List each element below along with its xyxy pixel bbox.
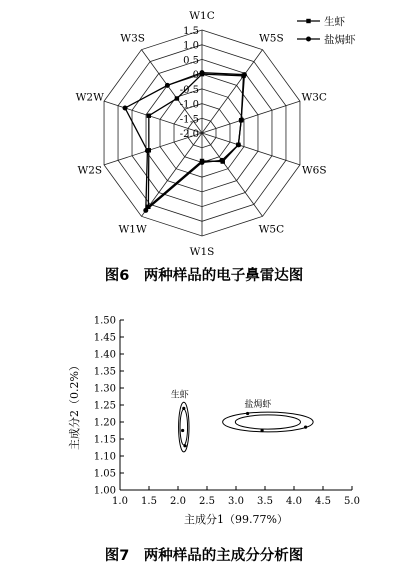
- pca-point: [182, 407, 185, 410]
- x-tick-label: 3.5: [257, 496, 273, 507]
- figure-6-caption: 图6 两种样品的电子鼻雷达图: [104, 268, 304, 284]
- pca-point: [181, 429, 184, 432]
- x-tick-label: 4.0: [286, 496, 302, 507]
- y-tick-label: 1.10: [93, 451, 116, 463]
- figure-7-caption: 图7 两种样品的主成分分析图: [104, 548, 304, 564]
- radar-chart: [0, 0, 408, 262]
- radar-tick-label: 0: [192, 70, 199, 82]
- y-tick-label: 1.30: [93, 383, 116, 395]
- radar-tick-label: -0.5: [179, 84, 199, 96]
- radar-point-circle: [200, 160, 205, 165]
- radar-axis-label: W6S: [301, 164, 327, 177]
- x-tick-label: 5.0: [344, 496, 360, 507]
- pca-point: [261, 429, 264, 432]
- y-tick-label: 1.40: [93, 349, 116, 361]
- radar-spoke: [202, 101, 300, 133]
- legend-label: 盐焗虾: [324, 34, 356, 46]
- radar-axis-label: W2W: [75, 91, 104, 104]
- x-tick-label: 3.0: [228, 496, 244, 507]
- radar-axis-label: W2S: [77, 164, 103, 177]
- radar-axis-label: W1C: [189, 10, 215, 22]
- y-tick-label: 1.05: [93, 468, 116, 480]
- confidence-ellipse-inner: [180, 409, 188, 445]
- radar-point-square: [147, 114, 151, 118]
- y-tick-label: 1.35: [93, 366, 116, 378]
- radar-point-circle: [143, 208, 148, 213]
- radar-tick-label: 0.5: [183, 55, 199, 67]
- radar-point-square: [175, 96, 179, 100]
- radar-point-circle: [123, 105, 128, 110]
- pca-point: [183, 444, 186, 447]
- confidence-ellipse-inner: [235, 415, 300, 429]
- pca-point: [304, 426, 307, 429]
- radar-point-circle: [145, 148, 150, 153]
- x-tick-label: 4.5: [315, 496, 331, 507]
- group-label: 生虾: [170, 390, 189, 401]
- y-tick-label: 1.00: [93, 485, 116, 497]
- radar-point-circle: [242, 72, 247, 77]
- radar-axis-label: W1S: [189, 246, 215, 258]
- y-tick-label: 1.50: [93, 315, 116, 327]
- x-tick-label: 1.5: [141, 496, 157, 507]
- x-tick-label: 1.0: [112, 496, 128, 507]
- y-axis-label: 主成分2（0.2%）: [68, 360, 81, 450]
- radar-tick-label: -1.0: [179, 99, 199, 111]
- x-tick-label: 2.5: [199, 496, 215, 507]
- radar-point-circle: [236, 142, 241, 147]
- radar-axis-label: W3S: [120, 32, 145, 45]
- pca-chart: [0, 290, 408, 540]
- radar-spoke: [202, 133, 300, 165]
- radar-point-circle: [200, 70, 205, 75]
- radar-axis-label: W5C: [258, 223, 285, 236]
- radar-axis-label: W5S: [259, 32, 284, 45]
- y-tick-label: 1.15: [93, 434, 116, 446]
- radar-tick-label: -1.5: [179, 114, 199, 126]
- radar-axis-label: W1W: [118, 223, 147, 236]
- legend-marker-square: [306, 19, 310, 23]
- y-tick-label: 1.25: [93, 400, 116, 412]
- radar-tick-label: -2.0: [179, 129, 199, 140]
- radar-axis-label: W3C: [301, 91, 327, 104]
- pca-point: [246, 412, 249, 415]
- y-tick-label: 1.20: [93, 417, 116, 429]
- radar-tick-label: 1.0: [183, 40, 199, 52]
- x-tick-label: 2.0: [170, 496, 186, 507]
- legend-marker-circle: [306, 37, 311, 42]
- radar-tick-label: 1.5: [183, 26, 199, 37]
- radar-point-circle: [219, 158, 224, 163]
- group-label: 盐焗虾: [244, 400, 272, 411]
- x-axis-label: 主成分1（99.77%）: [184, 513, 288, 526]
- radar-point-circle: [239, 118, 244, 123]
- radar-point-circle: [165, 83, 170, 88]
- y-tick-label: 1.45: [93, 332, 116, 344]
- legend-label: 生虾: [324, 16, 345, 28]
